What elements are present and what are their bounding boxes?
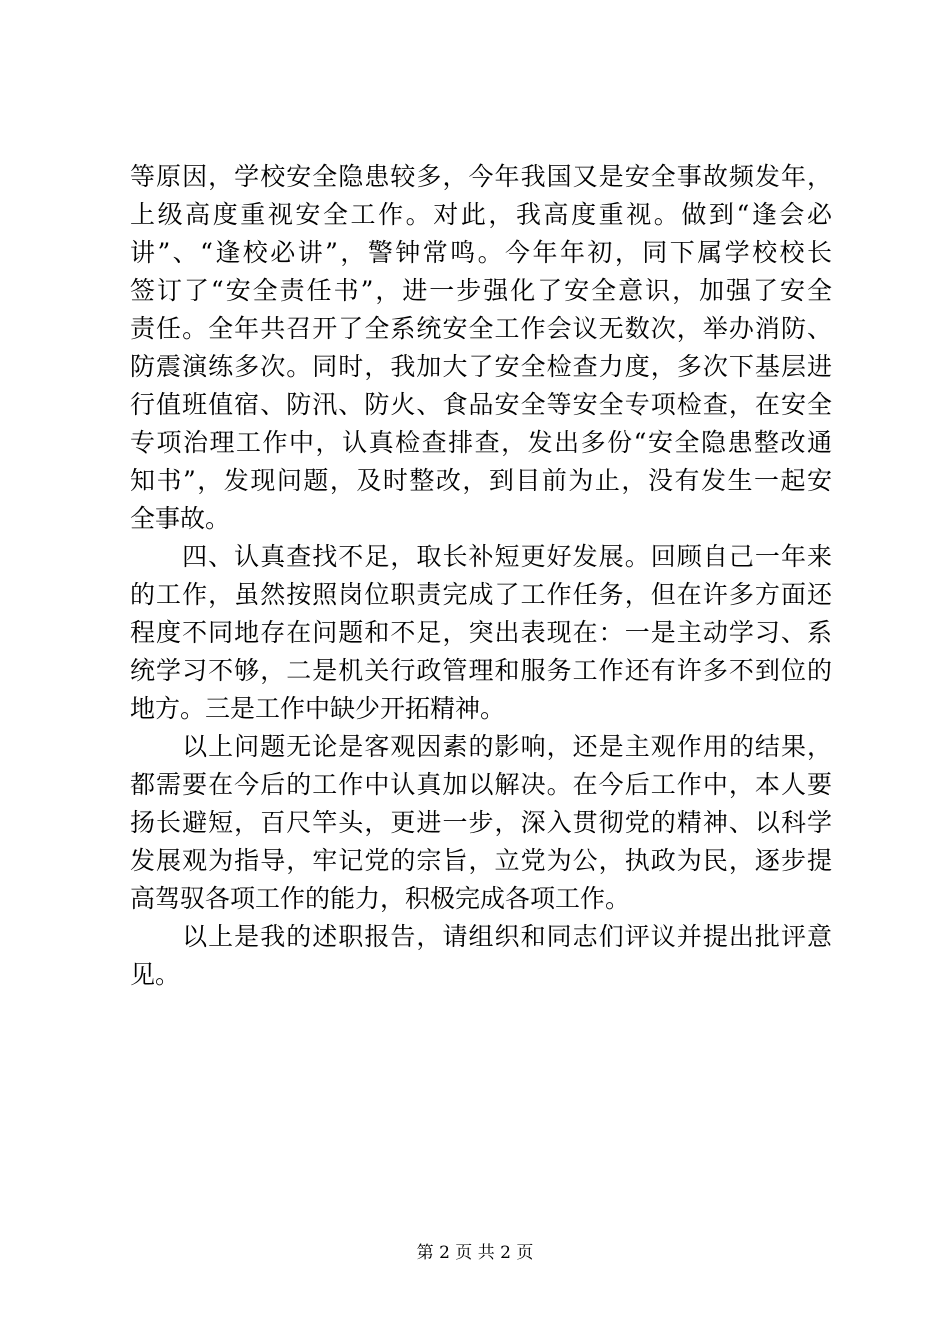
text-line: 见。 bbox=[130, 960, 181, 989]
text-line: 的工作，虽然按照岗位职责完成了工作任务，但在许多方面还 bbox=[130, 580, 832, 609]
page-footer: 第 2 页 共 2 页 bbox=[416, 1243, 534, 1263]
text-line: 知书”，发现问题，及时整改，到目前为止，没有发生一起安 bbox=[130, 466, 832, 495]
report-body bbox=[130, 158, 832, 994]
text-line: 行值班值宿、防汛、防火、食品安全等安全专项检查，在安全 bbox=[130, 390, 832, 419]
text-line: 都需要在今后的工作中认真加以解决。在今后工作中，本人要 bbox=[130, 770, 832, 799]
text-line: 四、认真查找不足，取长补短更好发展。回顾自己一年来 bbox=[130, 542, 832, 571]
text-line: 防震演练多次。同时，我加大了安全检查力度，多次下基层进 bbox=[130, 352, 832, 381]
text-line: 地方。三是工作中缺少开拓精神。 bbox=[130, 694, 506, 723]
text-line: 等原因，学校安全隐患较多，今年我国又是安全事故频发年， bbox=[130, 162, 832, 191]
text-line: 发展观为指导，牢记党的宗旨，立党为公，执政为民，逐步提 bbox=[130, 846, 832, 875]
text-line: 全事故。 bbox=[130, 504, 231, 533]
text-line: 专项治理工作中，认真检查排查，发出多份“安全隐患整改通 bbox=[130, 428, 832, 457]
text-line: 讲”、“逢校必讲”，警钟常鸣。今年年初，同下属学校校长 bbox=[130, 238, 832, 267]
text-line: 扬长避短，百尺竿头，更进一步，深入贯彻党的精神、以科学 bbox=[130, 808, 832, 837]
text-line: 以上是我的述职报告，请组织和同志们评议并提出批评意 bbox=[130, 922, 832, 951]
text-line: 程度不同地存在问题和不足，突出表现在：一是主动学习、系 bbox=[130, 618, 832, 647]
text-line: 签订了“安全责任书”，进一步强化了安全意识，加强了安全 bbox=[130, 276, 832, 305]
text-line: 统学习不够，二是机关行政管理和服务工作还有许多不到位的 bbox=[130, 656, 832, 685]
text-line: 上级高度重视安全工作。对此，我高度重视。做到“逢会必 bbox=[130, 200, 832, 229]
text-line: 责任。全年共召开了全系统安全工作会议无数次，举办消防、 bbox=[130, 314, 832, 343]
text-line: 以上问题无论是客观因素的影响，还是主观作用的结果， bbox=[130, 732, 832, 761]
text-line: 高驾驭各项工作的能力，积极完成各项工作。 bbox=[130, 884, 631, 913]
